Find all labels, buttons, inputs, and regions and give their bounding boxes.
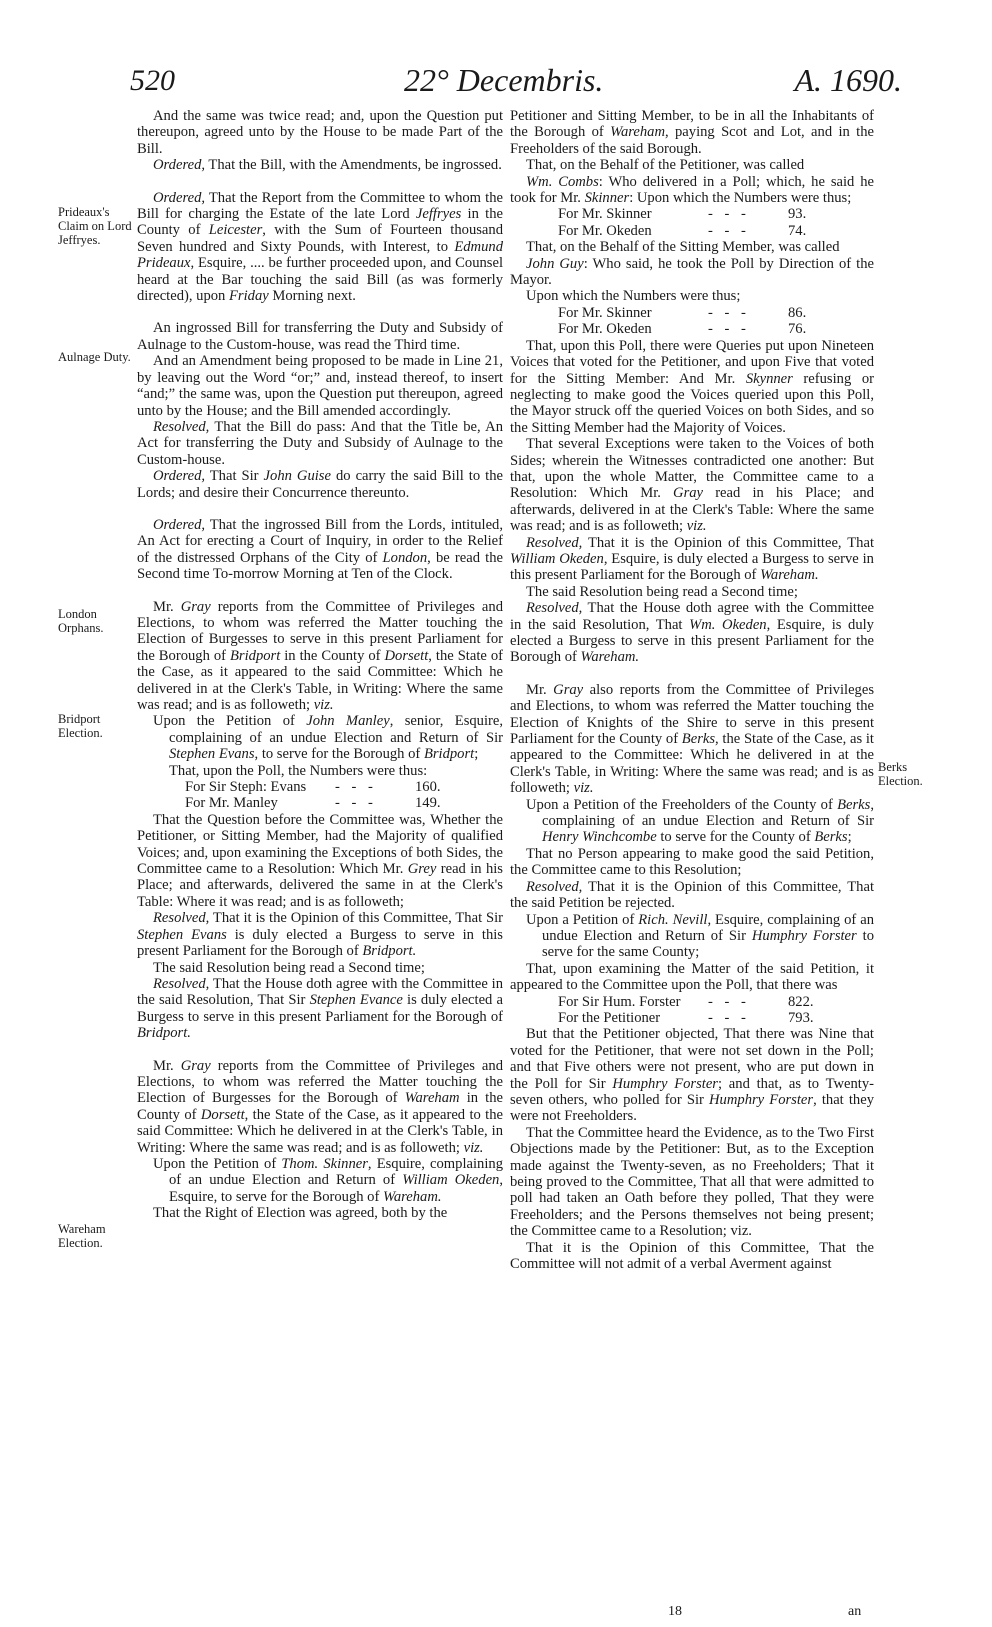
paragraph: Ordered, That the Bill, with the Amendments, be ingrossed.	[153, 157, 502, 174]
paragraph: Wm. Combs: Who delivered in a Poll; which, he said he took for Mr. Skinner: Upon which the Numbers were thus;	[510, 173, 874, 207]
poll-row: For Sir Steph: Evans - - - 160.	[185, 779, 441, 796]
paragraph: That the Right of Election was agreed, both by the	[153, 1205, 448, 1222]
poll-row: For Mr. Okeden - - - 74.	[558, 222, 807, 239]
paragraph: But that the Petitioner objected, That there was Nine that voted for the Petitioner, that were not set down in the Poll; and that Five others were not present, who are put down in the Poll for Sir Humphry Forster; and that, as to Twenty-seven others, who polled for Sir Humphry Forster, that they were not Freeholders.	[510, 1026, 874, 1125]
paragraph: That, upon this Poll, there were Queries put upon Nineteen Voices that voted for the Petitioner, and upon Five that voted for the Sitting Member: And Mr. Skynner refusing or neglecting to make good the Voices queried upon this Poll, the Mayor struck off the queried Voices on both Sides, and so the Sitting Member had the Majority of Voices.	[510, 337, 875, 436]
left-column	[137, 108, 503, 1222]
page-number: 520	[130, 64, 175, 97]
paragraph: John Guy: Who said, he took the Poll by Direction of the Mayor.	[510, 255, 874, 289]
paragraph: Mr. Gray reports from the Committee of Privileges and Elections, to whom was referred the Matter touching the Election of Burgesses to serve in this present Parliament for the Borough of Bridport in the County of Dorsett, the State of the Case, as it appeared to the said Committee: Which he delivered in at the Clerk's Table, in Writing: Where the same was read; and is as followeth; viz.	[137, 598, 504, 713]
paragraph: Resolved, That it is the Opinion of this Committee, That William Okeden, Esquire, is duly elected a Burgess to serve in this present Parliament for the Borough of Wareham.	[510, 534, 874, 584]
paragraph: Mr. Gray reports from the Committee of Privileges and Elections, to whom was referred the Matter touching the Election of Burgesses for the Borough of Wareham in the County of Dorsett, the State of the Case, as it appeared to the said Committee: Which he delivered in at the Clerk's Table, in Writing: Where the same was read; and is as followeth; viz.	[137, 1057, 503, 1156]
paragraph: That, upon examining the Matter of the said Petition, it appeared to the Committee upon the Poll, that there was	[510, 960, 874, 994]
paragraph: Upon a Petition of the Freeholders of the County of Berks, complaining of an undue Election and Return of Sir Henry Winchcombe to serve for the County of Berks;	[526, 796, 874, 846]
margin-note-aulnage: Aulnage Duty.	[58, 350, 131, 364]
signature-mark: 18	[668, 1604, 682, 1619]
header-date: 22° Decembris.	[404, 62, 604, 98]
poll-row: For Mr. Manley - - - 149.	[185, 795, 441, 812]
paragraph: Petitioner and Sitting Member, to be in all the Inhabitants of the Borough of Wareham, paying Scot and Lot, and in the Freeholders of the said Borough.	[510, 108, 875, 157]
right-column	[510, 108, 874, 1272]
poll-row: For the Petitioner - - - 793.	[558, 1009, 814, 1026]
poll-row: For Sir Hum. Forster - - - 822.	[558, 993, 814, 1010]
paragraph: The said Resolution being read a Second time;	[153, 959, 425, 976]
paragraph: Resolved, That it is the Opinion of this Committee, That Sir Stephen Evans is duly elected a Burgess to serve in this present Parliament for the Borough of Bridport.	[137, 910, 503, 960]
margin-note-london: London Orphans.	[58, 607, 104, 635]
poll-row: For Mr. Okeden - - - 76.	[558, 321, 807, 338]
paragraph: Ordered, That the Report from the Committee to whom the Bill for charging the Estate of the late Lord Jeffryes in the County of Leicester, with the Sum of Fourteen thousand Seven hundred and Sixty Pounds, with Interest, to Edmund Prideaux, Esquire, .... be further proceeded upon, and Counsel heard at the Bar touching the said Bill (as was formerly directed), upon Friday Morning next.	[137, 189, 503, 305]
paragraph: Upon which the Numbers were thus;	[526, 288, 741, 305]
paragraph: That, on the Behalf of the Petitioner, was called	[526, 157, 805, 174]
margin-note-wareham: Wareham Election.	[58, 1222, 106, 1250]
paragraph: That the Question before the Committee was, Whether the Petitioner, or Sitting Member, had the Majority of qualified Voices; and, upon examining the Exceptions of both Sides, the Committee came to a Resolution: Which Mr. Grey read in his Place; and afterwards, delivered the same in at the Clerk's Table: Where it was read; and is as followeth;	[137, 811, 503, 910]
paragraph: Resolved, That it is the Opinion of this Committee, That the said Petition be rejected.	[510, 878, 874, 912]
paragraph: That no Person appearing to make good the said Petition, the Committee came to this Resolution;	[510, 845, 874, 879]
paragraph: Upon the Petition of John Manley, senior, Esquire, complaining of an undue Election and Return of Sir Stephen Evans, to serve for the Borough of Bridport;	[153, 713, 504, 763]
poll-row: For Mr. Skinner - - - 86.	[558, 304, 807, 321]
paragraph: Resolved, That the House doth agree with the Committee in the said Resolution, That Wm. Okeden, Esquire, is duly elected a Burgess to serve in this present Parliament for the Borough of Wareham.	[510, 600, 874, 666]
paragraph: An ingrossed Bill for transferring the Duty and Subsidy of Aulnage to the Custom-house, was read the Third time.	[137, 320, 503, 353]
paragraph: That it is the Opinion of this Committee, That the Committee will not admit of a verbal Averment against	[510, 1239, 874, 1273]
paragraph: Ordered, That Sir John Guise do carry the said Bill to the Lords; and desire their Concurrence thereunto.	[137, 468, 503, 501]
paragraph: Resolved, That the House doth agree with the Committee in the said Resolution, That Sir Stephen Evance is duly elected a Burgess to serve in this present Parliament for the Borough of Bridport.	[137, 975, 503, 1042]
paragraph: Mr. Gray also reports from the Committee of Privileges and Elections, to whom was referred the Matter touching the Election of Knights of the Shire to serve in this present Parliament for the County of Berks, the State of the Case, as it appeared to the Committee: Which he delivered in at the Clerk's Table, in Writing: Where the same was read; and is as followeth; viz.	[510, 681, 875, 797]
paragraph: Ordered, That the ingrossed Bill from the Lords, intituled, An Act for erecting a Court of Inquiry, in order to the Relief of the distressed Orphans of the City of London, be read the Second time To-morrow Morning at Ten of the Clock.	[137, 516, 503, 583]
page-header	[112, 62, 902, 102]
paragraph: And the same was twice read; and, upon the Question put thereupon, agreed unto by the House to be made Part of the Bill.	[137, 108, 503, 157]
paragraph: And an Amendment being proposed to be made in Line 21, by leaving out the Word “or;” and, instead thereof, to insert “and;” the same was, upon the Question put thereupon, agreed unto by the House; and the Bill amended accordingly.	[137, 353, 503, 419]
margin-note-berks: Berks Election.	[878, 760, 923, 788]
header-year: A. 1690.	[794, 62, 902, 98]
paragraph: That, upon the Poll, the Numbers were thus:	[169, 762, 428, 779]
paragraph: Resolved, That the Bill do pass: And that the Title be, An Act for transferring the Duty and Subsidy of Aulnage to the Custom-house.	[137, 418, 503, 468]
paragraph: That several Exceptions were taken to the Voices of both Sides; wherein the Witnesses contradicted one another: But that, upon the whole Matter, the Committee came to a Resolution: Which Mr. Gray read in his Place; and afterwards, delivered in at the Clerk's Table: Where the same was read; and is as followeth; viz.	[510, 436, 874, 535]
catchword: an	[848, 1604, 862, 1619]
paragraph: That the Committee heard the Evidence, as to the Two First Objections made by the Petitioner: But, as to the Exception made against the Twenty-seven, as no Freeholders; That it being proved to the Committee, That all that were admitted to poll had taken an Oath before they polled, That they were Freeholders; and the Persons themselves not being present; the Committee came to a Resolution; viz.	[510, 1124, 874, 1240]
paragraph: Upon a Petition of Rich. Nevill, Esquire, complaining of an undue Election and Return of Sir Humphry Forster to serve for the same County;	[526, 911, 875, 961]
margin-note-bridport: Bridport Election.	[58, 712, 103, 740]
paragraph: The said Resolution being read a Second time;	[526, 583, 798, 600]
poll-row: For Mr. Skinner - - - 93.	[558, 206, 807, 223]
margin-note-prideaux: Prideaux's Claim on Lord Jeffryes.	[58, 205, 132, 247]
paragraph: Upon the Petition of Thom. Skinner, Esquire, complaining of an undue Election and Return of William Okeden, Esquire, to serve for the Borough of Wareham.	[153, 1155, 503, 1205]
paragraph: That, on the Behalf of the Sitting Member, was called	[526, 239, 840, 256]
